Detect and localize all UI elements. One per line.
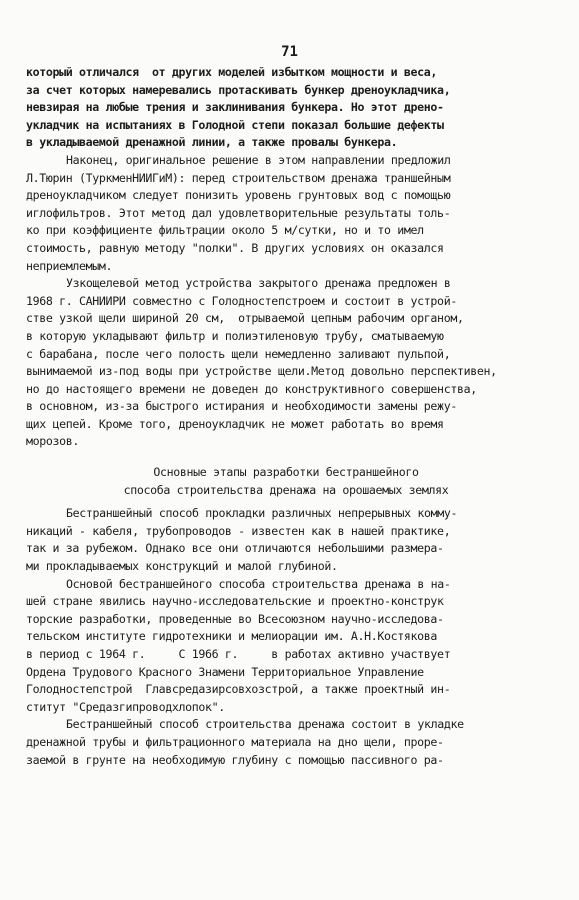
- heading-line: способа строительства дренажа на орошаемых землях: [123, 482, 449, 497]
- paragraph-3: [26, 275, 546, 451]
- text-line: стве узкой щели шириной 20 см, отрываемой цепным рабочим органом,: [26, 311, 464, 326]
- text-line: вынимаемой из-под воды при устройстве щели.Метод довольно перспективен,: [26, 364, 497, 379]
- paragraph-4: [26, 505, 546, 575]
- spacer: [26, 451, 546, 464]
- text-line: 1968 г. САНИИРИ совместно с Голодностепстроем и состоит в устрой-: [26, 293, 457, 308]
- text-line: так и за рубежом. Однако все они отличаются небольшими размера-: [26, 541, 444, 556]
- text-line: в которую укладывают фильтр и полиэтиленовую трубу, сматываемую: [26, 328, 444, 343]
- text-line: неприемлемым.: [26, 258, 113, 273]
- text-line: ститут "Средазгипроводхлопок".: [26, 699, 225, 714]
- text-line: в основном, из-за быстрого истирания и необходимости замены режу-: [26, 399, 457, 414]
- text-line: ми прокладываемых конструкций и малой глубиной.: [26, 559, 338, 574]
- text-line: в период с 1964 г. С 1966 г. в работах активно участвует: [26, 647, 451, 661]
- text-line: никаций - кабеля, трубопроводов - известен как в нашей практике,: [26, 523, 451, 538]
- text-line: Л.Тюрин (ТуркменНИИГиМ): перед строительством дренажа траншейным: [26, 170, 451, 185]
- paragraph-5: [26, 576, 546, 717]
- text-line: но до настоящего времени не доведен до конструктивного совершенства,: [26, 381, 477, 396]
- text-line: щих цепей. Кроме того, дреноукладчик не может работать во время: [26, 416, 444, 431]
- text-line: Наконец, оригинальное решение в этом направлении предложил: [66, 152, 451, 167]
- text-line: с барабана, после чего полость щели немедленно заливают пульпой,: [26, 346, 451, 361]
- text-line: Узкощелевой метод устройства закрытого дренажа предложен в: [66, 276, 451, 291]
- document-body: [26, 64, 546, 769]
- text-line: ко при коэффициенте фильтрации около 5 м/сутки, но и то имел: [26, 223, 424, 238]
- page-number: 71: [281, 44, 298, 60]
- text-line: торские разработки, проведенные во Всесоюзном научно-исследова-: [26, 611, 444, 626]
- text-line: Бестраншейный способ строительства дренажа состоит в укладке: [66, 717, 464, 732]
- heading-line: Основные этапы разработки бестраншейного: [153, 465, 419, 480]
- paragraph-6: [26, 716, 546, 769]
- text-line: за счет которых намеревались протаскивать бункер дреноукладчика,: [26, 82, 451, 97]
- text-line: шей стране явились научно-исследовательские и проектно-конструк: [26, 594, 444, 609]
- text-line: в укладываемой дренажной линии, а также провалы бункера.: [26, 135, 398, 150]
- text-line: Ордена Трудового Красного Знамени Территориальное Управление: [26, 664, 424, 679]
- text-line: тельском институте гидротехники и мелиорации им. А.Н.Костякова: [26, 629, 438, 644]
- text-line: Основой бестраншейного способа строительства дренажа в на-: [66, 576, 451, 591]
- paragraph-1: [26, 64, 546, 152]
- text-line: который отличался от других моделей избытком мощности и веса,: [26, 65, 438, 79]
- text-line: заемой в грунте на необходимую глубину с помощью пассивного ра-: [26, 752, 444, 767]
- text-line: стоимость, равную методу "полки". В других условиях он оказался: [26, 240, 444, 255]
- paragraph-2: [26, 152, 546, 275]
- text-line: Голодностепстрой Главсредазирсовхозстрой, а также проектный ин-: [26, 682, 451, 697]
- text-line: укладчик на испытаниях в Голодной степи показал большие дефекты: [26, 117, 444, 132]
- section-heading: [26, 464, 546, 499]
- text-line: Бестраншейный способ прокладки различных непрерывных комму-: [66, 506, 458, 521]
- text-line: иглофильтров. Этот метод дал удовлетворительные результаты толь-: [26, 205, 451, 220]
- text-line: невзирая на любые трения и заклинивания бункера. Но этот дрено-: [26, 100, 444, 115]
- text-line: дренажной трубы и фильтрационного материала на дно щели, проре-: [26, 734, 444, 749]
- text-line: морозов.: [26, 434, 80, 449]
- text-line: дреноукладчиком следует понизить уровень грунтовых вод с помощью: [26, 188, 451, 203]
